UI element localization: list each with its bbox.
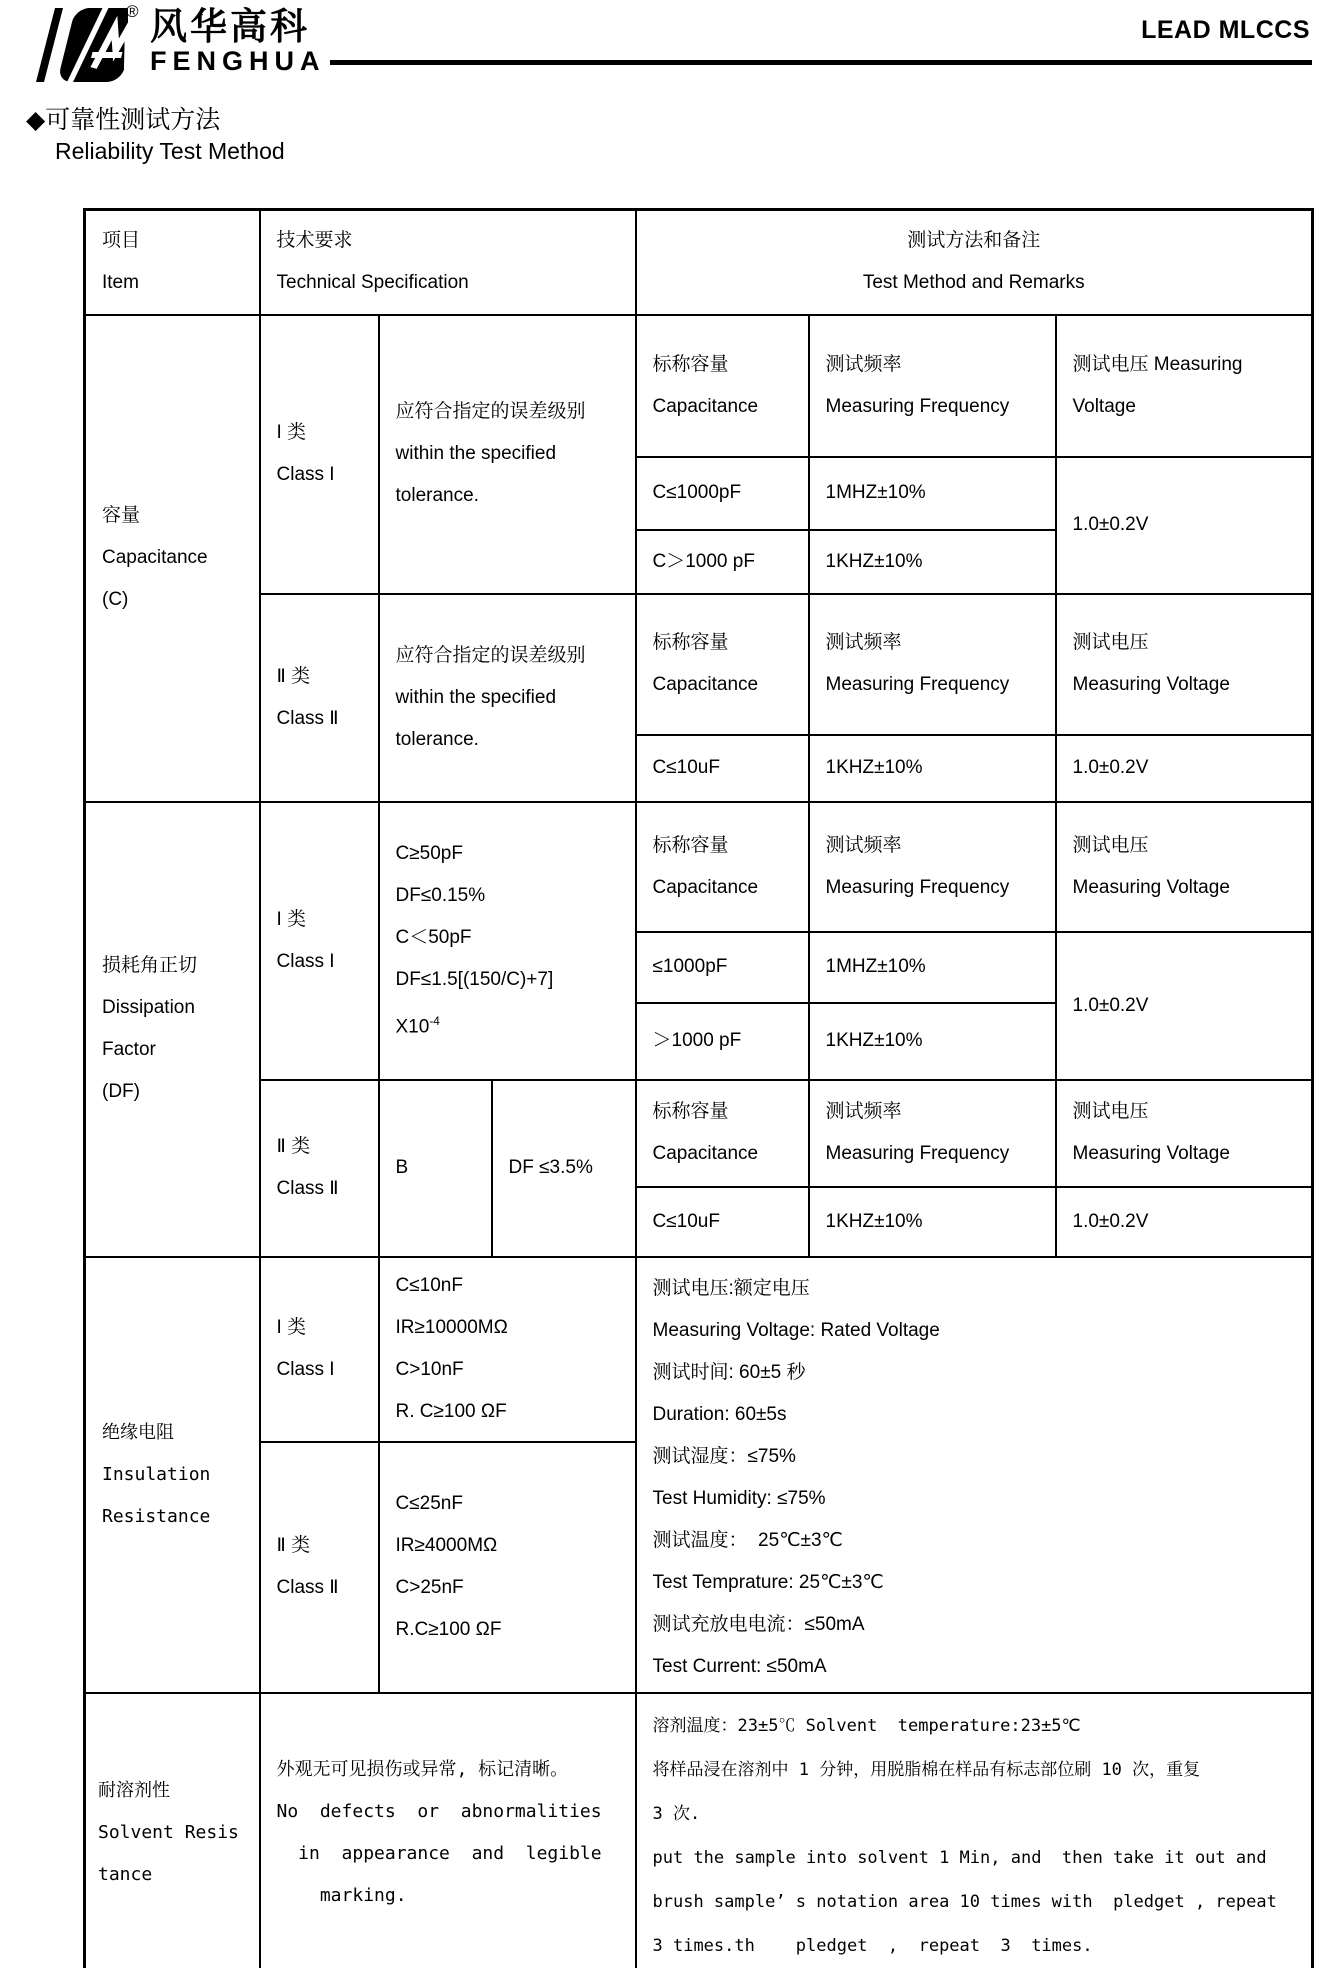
- text-line: DF≤1.5[(150/C)+7]: [395, 968, 554, 990]
- text-line: I 类: [276, 422, 307, 443]
- text-line: Class Ⅱ: [276, 707, 339, 729]
- text-line: 绝缘电阻: [102, 1421, 174, 1443]
- cell-cap-c1-row1-frequency: 1MHZ±10%: [809, 457, 1056, 530]
- text-line: 测试时间: 60±5 秒: [652, 1361, 806, 1383]
- text-line: IR≥10000MΩ: [395, 1317, 508, 1339]
- cell-item-solvent-resistance: [85, 1693, 260, 1968]
- cell-df-class2-limit: DF ≤3.5%: [492, 1080, 636, 1257]
- text-line: 3 次.: [652, 1803, 701, 1824]
- text-line: Capacitance: [652, 674, 759, 695]
- cell-df-c1-row1-capacitance: ≤1000pF: [636, 932, 809, 1003]
- text-line: Technical Specification: [276, 272, 469, 294]
- text-line: I 类: [276, 908, 307, 930]
- text-line: Class Ⅱ: [276, 1577, 339, 1599]
- text-line: Ⅱ 类: [276, 1136, 311, 1157]
- text-line: Measuring Voltage: [1072, 1143, 1230, 1164]
- cell-df-c1-head-capacitance: [636, 802, 809, 932]
- text-line: Capacitance: [102, 547, 208, 568]
- text-line: C≤10nF: [395, 1275, 463, 1297]
- text-line: within the specified: [395, 686, 557, 708]
- fenghua-logo-icon: [28, 6, 128, 84]
- text-line: 测试频率: [825, 834, 902, 856]
- text-line: marking.: [276, 1884, 407, 1906]
- text-line: C≥50pF: [395, 842, 463, 864]
- text-line: 技术要求: [276, 230, 353, 252]
- text-line: tolerance.: [395, 728, 479, 750]
- cell-cap-class1-spec: [379, 315, 636, 594]
- cell-cap-c2-row-capacitance: C≤10uF: [636, 735, 809, 802]
- text-line: No defects or abnormalities: [276, 1800, 602, 1822]
- text-line: Factor: [102, 1039, 156, 1060]
- text-line: (C): [102, 589, 129, 610]
- cell-df-c1-head-frequency: [809, 802, 1056, 932]
- text-line: tolerance.: [395, 485, 479, 506]
- text-line: C>25nF: [395, 1577, 464, 1599]
- cell-cap-c2-row-voltage: 1.0±0.2V: [1056, 735, 1313, 802]
- text-line: 溶剂温度：23±5℃ Solvent temperature:23±5℃: [652, 1715, 1081, 1736]
- text-line: 测试电压 Measuring: [1072, 353, 1243, 375]
- cell-item-dissipation-factor: [85, 802, 260, 1257]
- text-line: Class I: [276, 464, 335, 485]
- text-line: within the specified: [395, 443, 557, 464]
- cell-cap-c1-head-frequency: [809, 315, 1056, 457]
- section-title-chinese: ◆可靠性测试方法: [26, 106, 221, 134]
- cell-cap-c2-row-frequency: 1KHZ±10%: [809, 735, 1056, 802]
- text-line: Measuring Frequency: [825, 674, 1010, 695]
- text-line: 应符合指定的误差级别: [395, 401, 586, 422]
- text-line: Measuring Frequency: [825, 876, 1010, 898]
- text-line: 测试电压: [1072, 834, 1149, 856]
- text-line: Duration: 60±5s: [652, 1403, 787, 1425]
- cell-cap-c2-head-voltage: [1056, 594, 1313, 735]
- brand-name-chinese: 风华高科: [150, 6, 310, 47]
- cell-item-insulation-resistance: [85, 1257, 260, 1693]
- cell-df-class1: [260, 802, 379, 1080]
- cell-df-c2-head-voltage: [1056, 1080, 1313, 1187]
- table-row: [85, 210, 1313, 315]
- text-line: 测试温度： 25℃±3℃: [652, 1529, 843, 1551]
- text-line: 外观无可见损伤或异常, 标记清晰。: [276, 1758, 569, 1780]
- table-row: [85, 802, 1313, 932]
- text-line: 测试方法和备注: [907, 230, 1041, 252]
- text-line: Voltage: [1072, 395, 1136, 417]
- text-line: Dissipation: [102, 997, 195, 1018]
- cell-cap-class2: [260, 594, 379, 802]
- text-line: 耐溶剂性: [98, 1779, 170, 1801]
- cell-cap-c2-head-frequency: [809, 594, 1056, 735]
- cell-cap-c1-head-voltage: [1056, 315, 1313, 457]
- cell-ir-class1-spec: [379, 1257, 636, 1442]
- cell-sol-test-method: [636, 1693, 1313, 1968]
- table-row: [85, 1080, 1313, 1187]
- text-line: 测试电压: [1072, 1101, 1149, 1122]
- text-line: 测试电压: [1072, 632, 1149, 653]
- text-line: 测试充放电电流：≤50mA: [652, 1613, 865, 1635]
- text-line: 损耗角正切: [102, 955, 198, 976]
- text-line: Resistance: [102, 1505, 211, 1527]
- cell-df-c1-row2-frequency: 1KHZ±10%: [809, 1003, 1056, 1080]
- text-line: 容量: [102, 505, 141, 526]
- text-line: Test Temprature: 25℃±3℃: [652, 1571, 884, 1593]
- cell-cap-c1-row2-capacitance: C＞1000 pF: [636, 530, 809, 594]
- text-line: Solvent Resis: [98, 1821, 239, 1843]
- cell-item-capacitance: [85, 315, 260, 802]
- text-line: Capacitance: [652, 876, 759, 898]
- text-line: Item: [102, 272, 139, 294]
- text-line: Measuring Voltage: Rated Voltage: [652, 1319, 940, 1341]
- text-line: Ⅱ 类: [276, 665, 311, 687]
- cell-cap-class1: [260, 315, 379, 594]
- text-line: Test Humidity: ≤75%: [652, 1487, 826, 1509]
- header-divider: [330, 60, 1312, 65]
- reliability-table: [83, 208, 1314, 1968]
- text-line: brush sample’ s notation area 10 times with pledget , repeat: [652, 1891, 1277, 1912]
- text-line: C≤25nF: [395, 1493, 463, 1515]
- cell-df-c2-row-capacitance: C≤10uF: [636, 1187, 809, 1257]
- text-line: Test Current: ≤50mA: [652, 1655, 827, 1677]
- text-line: R. C≥100 ΩF: [395, 1401, 507, 1423]
- text-line: put the sample into solvent 1 Min, and then take it out and: [652, 1847, 1267, 1868]
- text-line: IR≥4000MΩ: [395, 1535, 498, 1557]
- document-title: LEAD MLCCS: [1141, 16, 1310, 44]
- header-technical-specification: [260, 210, 636, 315]
- text-line: 将样品浸在溶剂中 1 分钟，用脱脂棉在样品有标志部位刷 10 次，重复: [652, 1759, 1201, 1780]
- text-line: Class Ⅱ: [276, 1178, 339, 1199]
- text-line: Insulation: [102, 1463, 211, 1485]
- text-line: DF≤0.15%: [395, 884, 486, 906]
- header-item: [85, 210, 260, 315]
- registered-trademark: ®: [126, 2, 139, 21]
- cell-cap-c2-head-capacitance: [636, 594, 809, 735]
- text-line: Class I: [276, 950, 335, 972]
- cell-cap-c1-head-capacitance: [636, 315, 809, 457]
- section-title-english: Reliability Test Method: [55, 138, 285, 164]
- cell-df-c1-head-voltage: [1056, 802, 1313, 932]
- text-line: Capacitance: [652, 1143, 759, 1164]
- text-line: Measuring Voltage: [1072, 674, 1230, 695]
- text-line: I 类: [276, 1317, 307, 1339]
- cell-df-c2-row-frequency: 1KHZ±10%: [809, 1187, 1056, 1257]
- df-formula-exponent: $X10^{-4}$: [395, 1014, 440, 1038]
- cell-df-c2-row-voltage: 1.0±0.2V: [1056, 1187, 1313, 1257]
- cell-df-c1-voltage-value: 1.0±0.2V: [1056, 932, 1313, 1080]
- text-line: 标称容量: [652, 834, 729, 856]
- cell-df-class2: [260, 1080, 379, 1257]
- cell-df-c1-row2-capacitance: ＞1000 pF: [636, 1003, 809, 1080]
- text-line: Measuring Voltage: [1072, 876, 1230, 898]
- text-line: 测试频率: [825, 353, 902, 375]
- text-line: 标称容量: [652, 632, 729, 653]
- text-line: 标称容量: [652, 353, 729, 375]
- cell-cap-c1-row1-capacitance: C≤1000pF: [636, 457, 809, 530]
- cell-ir-class1: [260, 1257, 379, 1442]
- brand-block: [150, 8, 326, 75]
- cell-cap-c1-voltage-value: 1.0±0.2V: [1056, 457, 1313, 594]
- text-line: Class I: [276, 1359, 335, 1381]
- cell-ir-class2: [260, 1442, 379, 1693]
- text-line: (DF): [102, 1081, 140, 1102]
- text-line: Test Method and Remarks: [862, 272, 1085, 294]
- cell-cap-class2-spec: [379, 594, 636, 802]
- text-line: tance: [98, 1863, 153, 1885]
- table-row: [85, 594, 1313, 735]
- table-row: [85, 315, 1313, 457]
- text-line: 测试频率: [825, 632, 902, 653]
- text-line: R.C≥100 ΩF: [395, 1619, 502, 1641]
- text-line: Ⅱ 类: [276, 1535, 311, 1557]
- text-line: 测试湿度：≤75%: [652, 1445, 796, 1467]
- text-line: 3 times.th pledget , repeat 3 times.: [652, 1935, 1093, 1956]
- text-line: Measuring Frequency: [825, 395, 1010, 417]
- table-row: [85, 1257, 1313, 1442]
- cell-df-c2-head-frequency: [809, 1080, 1056, 1187]
- cell-ir-class2-spec: [379, 1442, 636, 1693]
- text-line: 应符合指定的误差级别: [395, 644, 586, 666]
- text-line: 测试频率: [825, 1101, 902, 1122]
- text-line: C＜50pF: [395, 926, 472, 948]
- cell-df-c2-head-capacitance: [636, 1080, 809, 1187]
- text-line: 标称容量: [652, 1101, 729, 1122]
- cell-df-class1-spec: [379, 802, 636, 1080]
- cell-cap-c1-row2-frequency: 1KHZ±10%: [809, 530, 1056, 594]
- header-test-method: [636, 210, 1313, 315]
- cell-sol-spec: [260, 1693, 636, 1968]
- text-line: 项目: [102, 230, 141, 252]
- text-line: Measuring Frequency: [825, 1143, 1010, 1164]
- text-line: in appearance and legible: [276, 1842, 602, 1864]
- cell-ir-test-method: [636, 1257, 1313, 1693]
- cell-df-c1-row1-frequency: 1MHZ±10%: [809, 932, 1056, 1003]
- cell-df-class2-type-b: B: [379, 1080, 492, 1257]
- table-row: [85, 1693, 1313, 1968]
- text-line: Capacitance: [652, 395, 759, 417]
- text-line: C>10nF: [395, 1359, 464, 1381]
- brand-name-english: FENGHUA: [150, 46, 326, 76]
- text-line: 测试电压:额定电压: [652, 1277, 810, 1299]
